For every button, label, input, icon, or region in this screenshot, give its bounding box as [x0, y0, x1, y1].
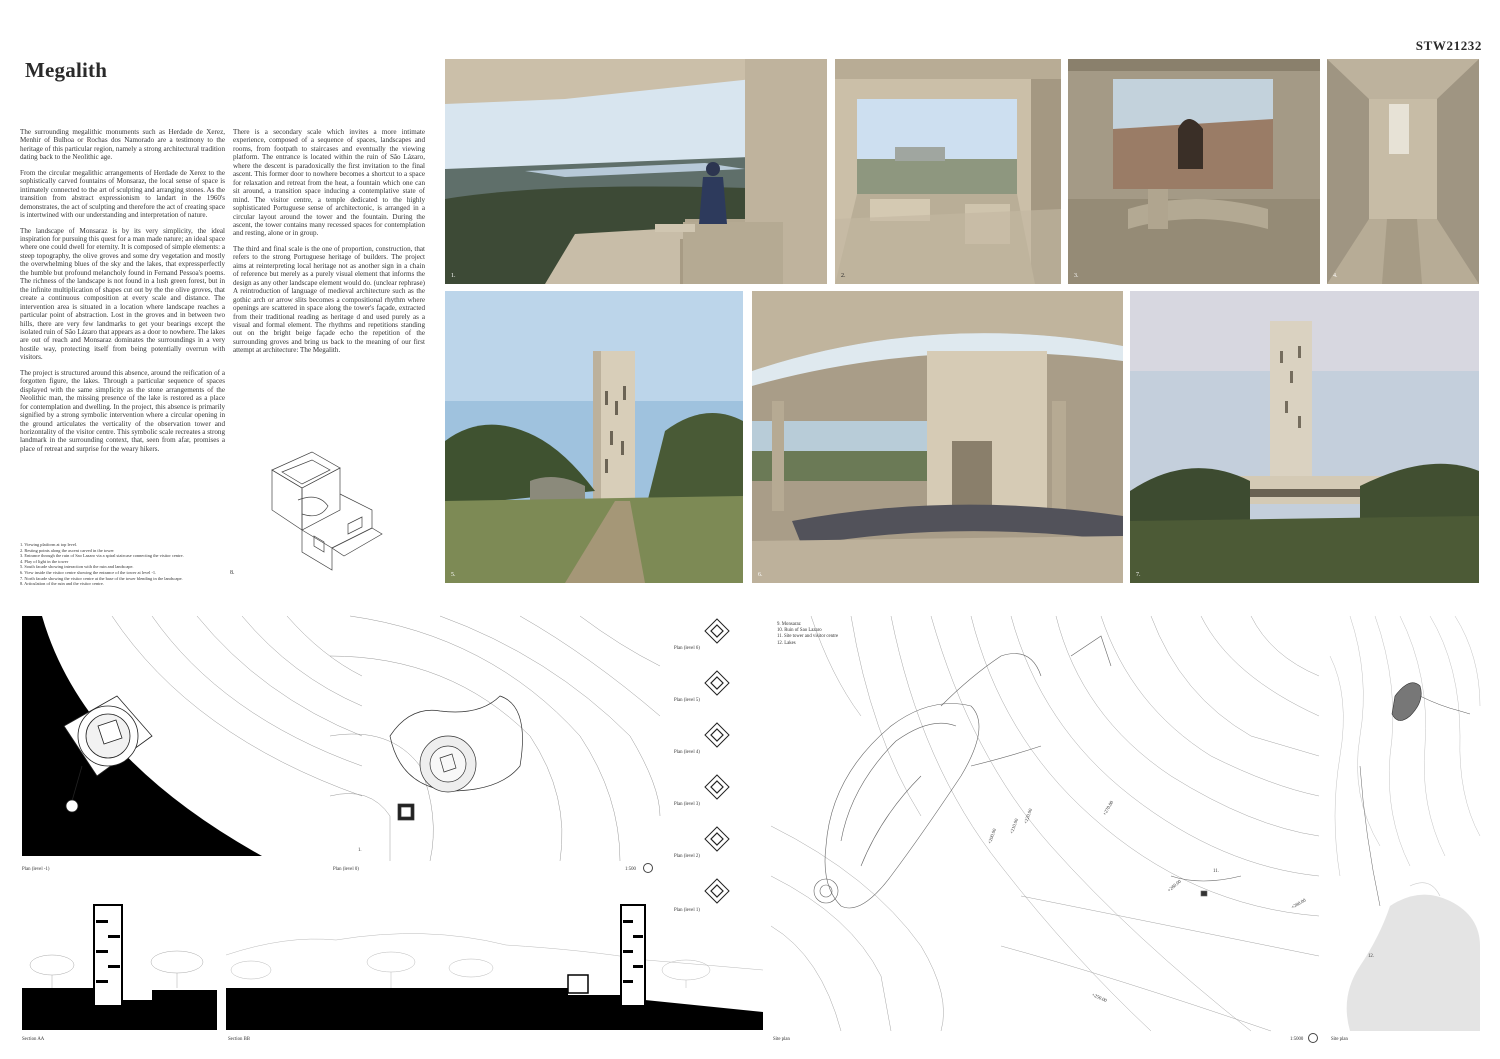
contour-label: +260.00 [1167, 879, 1183, 894]
photo-visitor-centre [752, 291, 1123, 583]
caption: 6. View inside the visitor centre showing the entrance of the tower at level -1. [20, 569, 157, 575]
territory-plan-drawing [1330, 616, 1480, 1031]
section-label: Section AA [22, 1037, 45, 1042]
photo-viewing-platform [445, 59, 827, 284]
photo-south-facade [445, 291, 743, 583]
plan-number: 1. [358, 848, 362, 853]
caption: 8. Articulation of the ruin and the visitor centre. [20, 581, 104, 587]
paragraph: From the circular megalithic arrangements of Herdade de Xerez to the sophistically carved fountains of Monsaraz, the local sense of space is intimately connected to the art of sculpting and arranging stones. As the transition from abstract expressionism to landart in the 1960's demonstrates, the act of sculpting and therefore the act of creating space is intertwined with our understanding and interpretation of nature. [20, 168, 225, 220]
plan-level0-drawing [330, 616, 660, 861]
legend-item: 10. Ruin of Sao Lazaro [777, 628, 822, 634]
paragraph: The project is structured around this absence, around the reification of a forgotten figure, the lakes. Through a particular sequence of spaces displayed with the same simplicity as the stone arrangements of the Neolithic man, the missing presence of the lake is restored as a place for contemplation and dwelling. In the project, this absence is primarily signified by a strong symbolic intervention where a circular opening in the ground articulates the verticality of the observation tower and horizontality of the visitor centre. This symbolic scale recreates a strong landmark in the surrounding context, that, seen from afar, promises a place of retreat and surprise for the weary hikers. [20, 368, 225, 453]
caption: 7. North facade showing the visitor centre at the base of the tower blending in the landscape. [20, 575, 183, 581]
section-bb-drawing [226, 900, 763, 1030]
legend-item: 11. Site tower and visitor centre [777, 634, 839, 640]
photo-ruin-entrance [1068, 59, 1320, 284]
scale-label: 1:500 [625, 867, 636, 872]
text-column-2 [233, 128, 425, 362]
plan-label: Plan (level 0) [333, 867, 359, 872]
level-plan-icon [704, 774, 730, 805]
level-plan-label: Plan (level 5) [674, 698, 700, 703]
paragraph: The third and final scale is the one of proportion, construction, that refers to the strong Portuguese heritage of builders. The project aims at reinterpreting local heritage not as another sign in a chain of reference but merely as a purely visual element that informs the design as any other landscape element would do. (unclear rephrase) A reintroduction of language of medieval architecture such as the gothic arch or arrow slits becomes a compositional rhythm where openings are scattered in space along the tower's façade, extracted from their traditional reading as heritage d and used purely as a visual and formal element. The rhythms and repetitions standing out on the bright beige façade echo the repetition of the surrounding groves and bring us back to the meaning of our first attempt at architecture: The Megalith. [233, 244, 425, 355]
photo-light-in-tower [1327, 59, 1479, 284]
contour-label: +250.00 [1090, 992, 1108, 1005]
level-plan-label: Plan (level 3) [674, 802, 700, 807]
project-code: STW21232 [1415, 38, 1482, 53]
site-plan-drawing [771, 616, 1319, 1031]
axonometric-drawing [230, 440, 397, 590]
legend-item: 9. Monsaraz [777, 622, 801, 627]
level-plan-label: Plan (level 4) [674, 750, 700, 755]
photo-number: 7. [1136, 572, 1141, 578]
level-plan-label: Plan (level 2) [674, 854, 700, 859]
section-label: Section BB [228, 1037, 250, 1042]
section-aa-drawing [22, 900, 217, 1030]
level-plan-label: Plan (level 1) [674, 908, 700, 913]
legend-item: 12. Lakes [777, 640, 796, 646]
scale-label: 1:5000 [1290, 1037, 1304, 1042]
level-plan-icon [704, 826, 730, 857]
photo-number: 1. [451, 273, 456, 279]
contour-label: +200.00 [987, 828, 999, 845]
site-plan-label: Site plan [773, 1037, 790, 1042]
photo-number: 2. [841, 273, 846, 279]
caption: 5. South facade showing interaction with the ruin and landscape. [20, 564, 134, 570]
level-plan-icon [704, 722, 730, 753]
drawing-number: 8. [230, 570, 235, 576]
site-legend [777, 622, 838, 647]
paragraph: There is a secondary scale which invites a more intimate experience, composed of a sequence of spaces, landscapes and rooms, from footpath to staircases and eventually the viewing platform. The entrance is located within the ruin of São Lázaro, where the descent is paradoxically the first invitation to the final ascent. This former door to nowhere becomes a shortcut to a space for relaxation and retreat from the heat, a fountain which one can sit around, a transition space inducing a contemplative state of mind. The visitor centre, a temple dedicated to the highly sophisticated Portuguese sense of architectonic, is arranged in a circular layout around the tower and the fountain. During the ascent, the tower contains many recessed spaces for contemplation and resting, alone or in group. [233, 128, 425, 238]
photo-number: 3. [1074, 273, 1079, 279]
photo-number: 6. [758, 572, 763, 578]
level-plan-label: Plan (level 6) [674, 646, 700, 651]
caption: 1. Viewing platform at top level. [20, 542, 78, 547]
level-plans [672, 614, 752, 924]
plan-label: Plan (level -1) [22, 867, 50, 872]
contour-label: +270.00 [1102, 800, 1116, 817]
paragraph: The surrounding megalithic monuments such as Herdade de Xerez, Menhir of Bulhoa or Rochas dos Namorado are a testimony to the heritage of this particular region, namely a strong architectural tradition dating back to the Neolithic age. [20, 128, 225, 162]
photo-north-facade [1130, 291, 1479, 583]
north-arrow-icon [643, 863, 653, 873]
contour-label: +280.00 [1290, 898, 1308, 911]
contour-label: +220.00 [1023, 808, 1035, 825]
caption: 3. Entrance through the ruin of Sao Lazaro via a spiral staircase connecting the visitor centre. [20, 553, 184, 559]
text-column-1 [20, 128, 225, 460]
photo-number: 4. [1333, 273, 1338, 279]
caption: 2. Resting points along the ascent carved in the tower [20, 547, 114, 553]
photo-number: 5. [451, 572, 456, 578]
paragraph: The landscape of Monsaraz is by its very simplicity, the ideal inspiration for pursuing this quest for a man made nature; an ideal space where one could dwell for eternity. It is composed of simple elements: a steep topography, the olive groves and some dry vegetation and mostly the overwhelming blues of the sky and the lakes, that expressperfectly the humble but profound melancholy found in Fernand Pessoa's poems. The richness of the landscape is not found in a lush green forest, but in the infinite multiplication of shapes cut out by the the olive groves, that create a continuous composition at every scale and distance. The intervention area is situated in a location where landscape reaches a particular point of abstraction. Lost in the groves and in between two hills, there are very few landmarks to get your bearings except the isolated ruin of São Lázaro that appears as a door to nowhere. The lakes are out of reach and Monsaraz dominates the surroundings in a very hostile way, protecting itself from being potentially overrun with visitors. [20, 226, 225, 362]
site-number: 11. [1213, 869, 1219, 874]
caption: 4. Play of light in the tower [20, 558, 69, 564]
caption-list [20, 542, 235, 587]
site-plan-label: Site plan [1331, 1037, 1348, 1042]
plan-level-minus1-drawing [22, 616, 362, 861]
north-arrow-icon [1308, 1033, 1318, 1043]
photo-resting-points [835, 59, 1061, 284]
contour-label: +210.00 [1009, 818, 1021, 835]
level-plan-icon [704, 618, 730, 649]
level-plan-icon [704, 670, 730, 701]
site-number: 12. [1368, 954, 1374, 959]
page-title: Megalith [25, 58, 108, 82]
